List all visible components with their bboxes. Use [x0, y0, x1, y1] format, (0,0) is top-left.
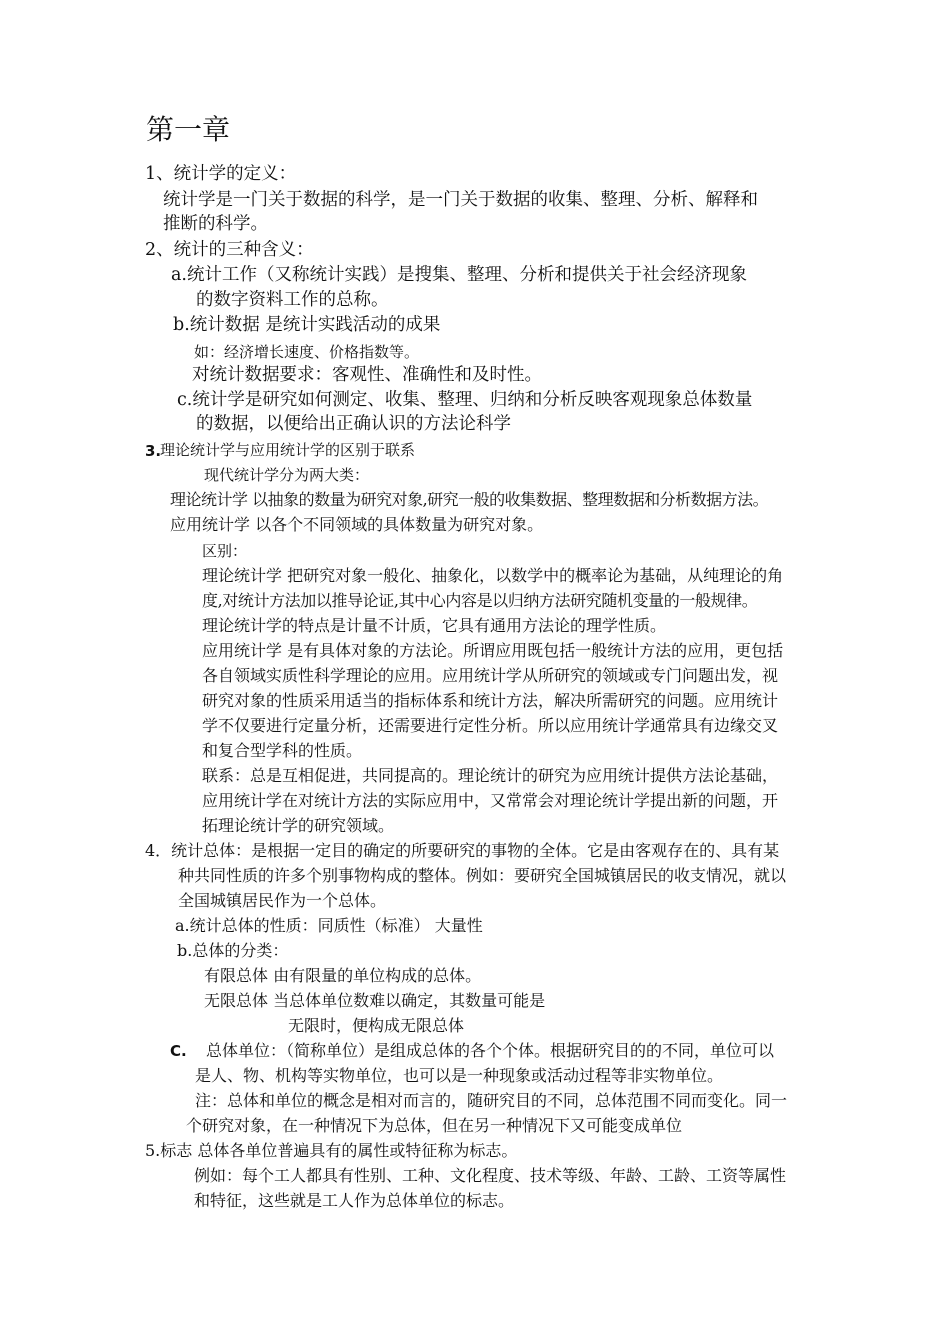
section-2-heading: 2、统计的三种含义：	[145, 240, 314, 260]
text-line: c.统计学是研究如何测定、收集、整理、归纳和分析反映客观现象总体数量	[177, 390, 753, 410]
section-4-heading: 4．统计总体：是根据一定目的确定的所要研究的事物的全体。它是由客观存在的、具有某	[145, 841, 780, 860]
text-line: 应用统计学 是有具体对象的方法论。所谓应用既包括一般统计方法的应用，更包括	[202, 641, 784, 660]
text-line: 的数据，以便给出正确认识的方法论科学	[196, 414, 511, 434]
section-5-heading: 5.标志 总体各单位普遍具有的属性或特征称为标志。	[145, 1141, 518, 1160]
text-line: 应用统计学在对统计方法的实际应用中，又常常会对理论统计学提出新的问题，开	[202, 791, 779, 810]
text-line: 现代统计学分为两大类：	[204, 466, 370, 484]
section-3-number: 3.	[145, 442, 162, 460]
section-1-heading: 1、统计学的定义：	[145, 164, 297, 184]
text-line: 和复合型学科的性质。	[202, 741, 363, 760]
text-line: 个研究对象，在一种情况下为总体，但在另一种情况下又可能变成单位	[186, 1116, 683, 1135]
text-line: 注：总体和单位的概念是相对而言的，随研究目的不同，总体范围不同而变化。同一	[195, 1091, 788, 1110]
text-line: 区别：	[202, 542, 248, 560]
text-line: b.总体的分类：	[177, 941, 289, 960]
item-c-label: C.	[170, 1042, 187, 1060]
section-3-heading: 理论统计学与应用统计学的区别于联系	[160, 441, 416, 459]
text-line: 理论统计学 以抽象的数量为研究对象,研究一般的收集数据、整理数据和分析数据方法。	[170, 490, 769, 509]
text-line: 统计学是一门关于数据的科学，是一门关于数据的收集、整理、分析、解释和	[163, 190, 758, 210]
text-line: 理论统计学的特点是计量不计质，它具有通用方法论的理学性质。	[202, 616, 667, 635]
text-line: 各自领域实质性科学理论的应用。应用统计学从所研究的领域或专门问题出发，视	[202, 666, 779, 685]
text-line: a.统计总体的性质：同质性（标准） 大量性	[175, 916, 483, 935]
text-line: b.统计数据 是统计实践活动的成果	[173, 315, 441, 335]
text-line: 拓理论统计学的研究领域。	[202, 816, 395, 835]
text-line: 例如：每个工人都具有性别、工种、文化程度、技术等级、年龄、工龄、工资等属性	[194, 1166, 787, 1185]
text-line: 如：经济增长速度、价格指数等。	[194, 343, 420, 361]
text-line: 推断的科学。	[163, 214, 268, 234]
text-line: 研究对象的性质采用适当的指标体系和统计方法，解决所需研究的问题。应用统计	[202, 691, 779, 710]
text-line: 的数字资料工作的总称。	[196, 290, 389, 310]
text-line: 全国城镇居民作为一个总体。	[178, 891, 387, 910]
text-line: 应用统计学 以各个不同领域的具体数量为研究对象。	[170, 515, 544, 534]
text-line: 有限总体 由有限量的单位构成的总体。	[204, 966, 482, 985]
text-line: 总体单位：（简称单位）是组成总体的各个个体。根据研究目的的不同，单位可以	[206, 1041, 775, 1060]
chapter-title: 第一章	[146, 113, 231, 146]
text-line: 联系：总是互相促进，共同提高的。理论统计的研究为应用统计提供方法论基础，	[202, 766, 779, 785]
text-line: a.统计工作（又称统计实践）是搜集、整理、分析和提供关于社会经济现象	[171, 265, 747, 285]
text-line: 度,对统计方法加以推导论证,其中心内容是以归纳方法研究随机变量的一般规律。	[202, 591, 758, 610]
text-line: 和特征，这些就是工人作为总体单位的标志。	[194, 1191, 515, 1210]
text-line: 理论统计学 把研究对象一般化、抽象化，以数学中的概率论为基础，从纯理论的角	[202, 566, 784, 585]
text-line: 对统计数据要求：客观性、准确性和及时性。	[192, 365, 542, 385]
text-line: 学不仅要进行定量分析，还需要进行定性分析。所以应用统计学通常具有边缘交叉	[202, 716, 779, 735]
text-line: 种共同性质的许多个别事物构成的整体。例如：要研究全国城镇居民的收支情况，就以	[178, 866, 787, 885]
text-line: 无限时，便构成无限总体	[288, 1016, 465, 1035]
text-line: 是人、物、机构等实物单位，也可以是一种现象或活动过程等非实物单位。	[195, 1066, 724, 1085]
text-line: 无限总体 当总体单位数难以确定，其数量可能是	[204, 991, 546, 1010]
